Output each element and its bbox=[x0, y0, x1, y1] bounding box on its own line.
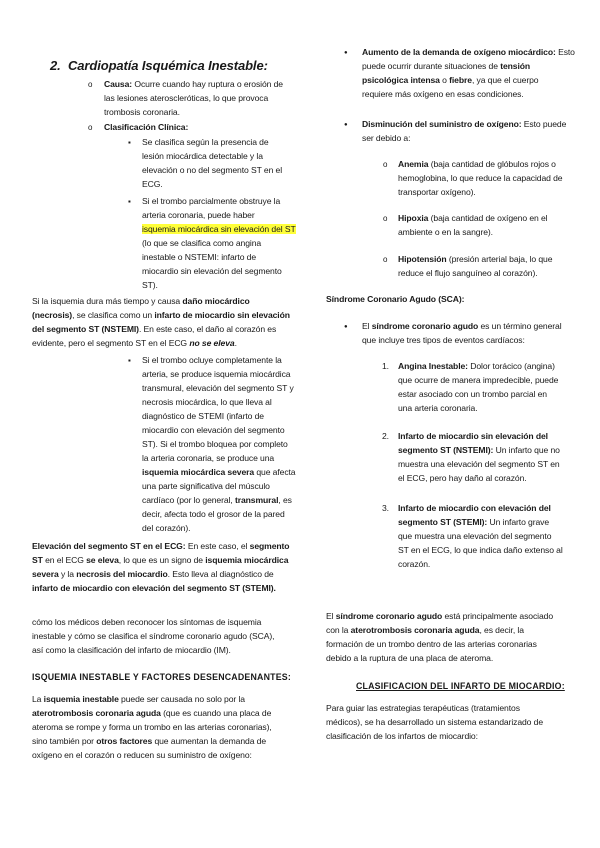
circle-bullet: o bbox=[88, 123, 93, 132]
clasificacion-label: Clasificación Clínica: bbox=[104, 122, 189, 132]
n2-line: segmento ST (NSTEMI): Un infarto que no bbox=[398, 445, 560, 455]
sca-heading: Síndrome Coronario Agudo (SCA): bbox=[326, 294, 465, 304]
n1-line: Angina Inestable: Dolor torácico (angina) bbox=[398, 361, 555, 371]
n3-line: que muestra una elevación del segmento bbox=[398, 531, 552, 541]
para4-line: sino también por otros factores que aumentan la demanda de bbox=[32, 736, 267, 746]
item2-line: Si el trombo parcialmente obstruye la bbox=[142, 196, 281, 206]
para4-line: aterotrombosis coronaria aguda (que es cuando una placa de bbox=[32, 708, 272, 718]
square-bullet: ▪ bbox=[128, 138, 131, 147]
item2-highlight: isquemia miocárdica sin elevación del ST bbox=[142, 224, 296, 234]
b1-line: Aumento de la demanda de oxígeno miocárdico: Esto bbox=[362, 47, 575, 57]
anemia-line: hemoglobina, lo que reduce la capacidad de bbox=[398, 173, 563, 183]
item3-line: miocardio con elevación del segmento bbox=[142, 425, 285, 435]
item2-line: (lo que se clasifica como angina bbox=[142, 238, 262, 248]
p6-line: Para guiar las estrategias terapéuticas (tratamientos bbox=[326, 703, 520, 713]
circle-bullet: o bbox=[383, 160, 388, 169]
n1-line: estar asociado con un trombo parcial en bbox=[398, 389, 547, 399]
item3-line: diagnóstico de STEMI (infarto de bbox=[142, 411, 264, 421]
item3-line: isquemia miocárdica severa que afecta bbox=[142, 467, 296, 477]
b1-line: requiere más oxígeno en esas condiciones. bbox=[362, 89, 524, 99]
item1-line: lesión miocárdica detectable y la bbox=[142, 151, 263, 161]
p5-line: El síndrome coronario agudo está principalmente asociado bbox=[326, 611, 553, 621]
section-number: 2. bbox=[50, 58, 61, 73]
hipotension-line: reduce el flujo sanguíneo al corazón). bbox=[398, 268, 538, 278]
item1-line: elevación o no del segmento ST en el bbox=[142, 165, 283, 175]
p6-line: médicos), se ha desarrollado un sistema estandarizado de bbox=[326, 717, 544, 727]
n2-line: el ECG, pero hay daño al corazón. bbox=[398, 473, 527, 483]
list-number: 1. bbox=[382, 361, 389, 371]
circle-bullet: o bbox=[383, 214, 388, 223]
para3-line: así como la clasificación del infarto de miocardio (IM). bbox=[32, 645, 231, 655]
item1-line: ECG. bbox=[142, 179, 163, 189]
isquemia-heading: ISQUEMIA INESTABLE Y FACTORES DESENCADENANTES: bbox=[32, 672, 291, 682]
b1-line: psicológica intensa o fiebre, ya que el cuerpo bbox=[362, 75, 539, 85]
list-number: 3. bbox=[382, 503, 389, 513]
n3-line: Infarto de miocardio con elevación del bbox=[398, 503, 551, 513]
para2-line: ST en el ECG se eleva, lo que es un signo de isquemia miocárdica bbox=[32, 555, 289, 565]
p6-line: clasificación de los infartos de miocardio: bbox=[326, 731, 478, 741]
item1-line: Se clasifica según la presencia de bbox=[142, 137, 269, 147]
p5-line: con la aterotrombosis coronaria aguda, es decir, la bbox=[326, 625, 524, 635]
list-number: 2. bbox=[382, 431, 389, 441]
dot-bullet: ● bbox=[344, 324, 348, 330]
b2-line: Disminución del suministro de oxígeno: Esto puede bbox=[362, 119, 567, 129]
n3-line: segmento ST (STEMI): Un infarto grave bbox=[398, 517, 550, 527]
square-bullet: ▪ bbox=[128, 356, 131, 365]
item2-line: arteria coronaria, puede haber bbox=[142, 210, 255, 220]
para1-line: Si la isquemia dura más tiempo y causa daño miocárdico bbox=[32, 296, 250, 306]
para1-line: del segmento ST (NSTEMI). En este caso, el daño al corazón es bbox=[32, 324, 277, 334]
n2-line: Infarto de miocardio sin elevación del bbox=[398, 431, 548, 441]
item3-line: decir, afecta todo el grosor de la pared bbox=[142, 509, 285, 519]
square-bullet: ▪ bbox=[128, 197, 131, 206]
para2-line: Elevación del segmento ST en el ECG: En este caso, el segmento bbox=[32, 541, 290, 551]
para4-line: ateroma se rompe y forma un trombo en las arterias coronarias), bbox=[32, 722, 272, 732]
para3-line: cómo los médicos deben reconocer los síntomas de isquemia bbox=[32, 617, 262, 627]
causa-line-1: Causa: Ocurre cuando hay ruptura o erosión de bbox=[104, 79, 283, 89]
item3-line: arteria, se produce isquemia miocárdica bbox=[142, 369, 291, 379]
n3-line: ST en el ECG, lo que indica daño extenso al bbox=[398, 545, 563, 555]
section-heading: Cardiopatía Isquémica Inestable: bbox=[68, 58, 268, 73]
n3-line: corazón. bbox=[398, 559, 431, 569]
hipoxia-line: ambiente o en la sangre). bbox=[398, 227, 493, 237]
circle-bullet: o bbox=[88, 80, 93, 89]
item3-line: una parte significativa del músculo bbox=[142, 481, 270, 491]
para1-line: (necrosis), se clasifica como un infarto de miocardio sin elevación bbox=[32, 310, 290, 320]
item3-line: del corazón). bbox=[142, 523, 191, 533]
para4-line: oxígeno en el corazón o reducen su suministro de oxígeno: bbox=[32, 750, 252, 760]
item3-line: transmural, elevación del segmento ST y bbox=[142, 383, 294, 393]
para1-line: evidente, pero el segmento ST en el ECG no se eleva. bbox=[32, 338, 237, 348]
item2-line: ST). bbox=[142, 280, 158, 290]
anemia-line: transportar oxígeno). bbox=[398, 187, 476, 197]
item3-line: ST). Si el trombo bloquea por completo bbox=[142, 439, 288, 449]
dot-bullet: ● bbox=[344, 50, 348, 56]
para4-line: La isquemia inestable puede ser causada no solo por la bbox=[32, 694, 245, 704]
para3-line: inestable y cómo se clasifica el síndrome coronario agudo (SCA), bbox=[32, 631, 275, 641]
item2-line: inestable o NSTEMI: infarto de bbox=[142, 252, 257, 262]
sca-line: El síndrome coronario agudo es un término general bbox=[362, 321, 562, 331]
b2-line: ser debido a: bbox=[362, 133, 411, 143]
circle-bullet: o bbox=[383, 255, 388, 264]
para2-line: severa y la necrosis del miocardio. Esto lleva al diagnóstico de bbox=[32, 569, 274, 579]
causa-line-3: trombosis coronaria. bbox=[104, 107, 180, 117]
p5-line: debido a la ruptura de una placa de ateroma. bbox=[326, 653, 494, 663]
hipoxia-line: Hipoxia (baja cantidad de oxígeno en el bbox=[398, 213, 548, 223]
b1-line: puede ocurrir durante situaciones de tensión bbox=[362, 61, 531, 71]
item3-line: necrosis miocárdica, lo que lleva al bbox=[142, 397, 272, 407]
item3-line: la arteria coronaria, se produce una bbox=[142, 453, 275, 463]
item3-line: Si el trombo ocluye completamente la bbox=[142, 355, 282, 365]
dot-bullet: ● bbox=[344, 122, 348, 128]
hipotension-line: Hipotensión (presión arterial baja, lo que bbox=[398, 254, 553, 264]
para2-line: infarto de miocardio con elevación del segmento ST (STEMI). bbox=[32, 583, 276, 593]
sca-line: que incluye tres tipos de eventos cardíacos: bbox=[362, 335, 525, 345]
clasificacion-infarto-heading: CLASIFICACION DEL INFARTO DE MIOCARDIO: bbox=[356, 681, 565, 691]
p5-line: formación de un trombo dentro de las arterias coronarias bbox=[326, 639, 537, 649]
item2-line: miocardio sin elevación del segmento bbox=[142, 266, 282, 276]
item3-line: cardíaco (por lo general, transmural, es bbox=[142, 495, 292, 505]
n1-line: que ocurre de manera impredecible, puede bbox=[398, 375, 559, 385]
n1-line: una arteria coronaria. bbox=[398, 403, 478, 413]
causa-line-2: las lesiones ateroscleróticas, lo que provoca bbox=[104, 93, 269, 103]
anemia-line: Anemia (baja cantidad de glóbulos rojos o bbox=[398, 159, 556, 169]
n2-line: muestra una elevación del segmento ST en bbox=[398, 459, 560, 469]
